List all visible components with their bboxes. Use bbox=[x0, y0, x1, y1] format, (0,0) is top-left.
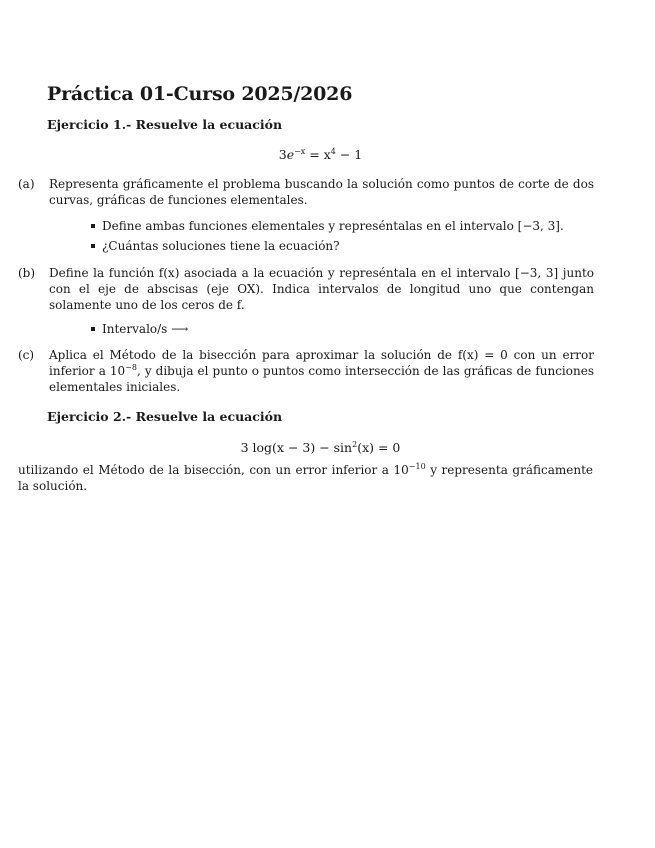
item-c bbox=[18, 347, 594, 395]
item-a-text: Representa gráficamente el problema buscando la solución como puntos de corte de dos curvas, gráficas de funciones elementales. bbox=[49, 177, 594, 207]
item-c-text-pre: Aplica el Método de la bisección para aproximar la solución de f(x) = 0 con un error inferior a 10 bbox=[49, 348, 594, 378]
bullet-marker bbox=[91, 224, 95, 228]
equation-lhs-coef: 3 bbox=[278, 147, 287, 162]
exercise-2-text-pre: utilizando el Método de la bisección, con un error inferior a 10 bbox=[18, 463, 409, 477]
item-a-label: (a) bbox=[18, 177, 35, 191]
exercise-2-equation bbox=[47, 440, 594, 455]
bullet-marker bbox=[91, 244, 95, 248]
item-b-bullet-1-text: Intervalo/s ⟶ bbox=[102, 322, 189, 336]
item-c-text-post: , y dibuja el punto o puntos como intersección de las gráficas de funciones elementales iniciales. bbox=[49, 364, 594, 394]
item-a-bullet-2 bbox=[91, 238, 571, 254]
item-c-exponent: −8 bbox=[125, 363, 137, 372]
exercise-1-equation bbox=[47, 147, 594, 162]
item-a-bullet-1 bbox=[91, 218, 571, 234]
equation-rhs-exponent: 4 bbox=[330, 147, 336, 156]
item-a-bullet-2-text: ¿Cuántas soluciones tiene la ecuación? bbox=[102, 239, 340, 253]
exercise-1-heading: Ejercicio 1.- Resuelve la ecuación bbox=[47, 117, 283, 132]
exercise-2-heading: Ejercicio 2.- Resuelve la ecuación bbox=[47, 409, 283, 424]
item-c-label: (c) bbox=[18, 348, 35, 362]
equation-2-pre: 3 log(x − 3) − sin bbox=[240, 440, 353, 455]
exercise-2-exponent: −10 bbox=[408, 462, 426, 471]
equation-rhs: = x bbox=[309, 147, 331, 162]
item-b bbox=[18, 265, 594, 313]
item-b-bullet-1 bbox=[91, 321, 571, 337]
equation-2-post: (x) = 0 bbox=[357, 440, 401, 455]
equation-2-exponent: 2 bbox=[352, 440, 358, 449]
page-title: Práctica 01-Curso 2025/2026 bbox=[47, 83, 353, 105]
exercise-2-text-post: y representa gráficamente la solución. bbox=[18, 463, 593, 493]
bullet-marker bbox=[91, 327, 95, 331]
equation-lhs-exponent: −x bbox=[294, 147, 306, 156]
equation-rhs-tail: − 1 bbox=[335, 147, 363, 162]
item-b-text: Define la función f(x) asociada a la ecuación y represéntala en el intervalo [−3, 3] junto con el eje de abscisas (eje OX). Indica intervalos de longitud uno que contengan solamente uno de los ceros de f. bbox=[49, 266, 594, 312]
item-a bbox=[18, 176, 594, 208]
exercise-2-text bbox=[18, 462, 593, 494]
item-b-label: (b) bbox=[18, 266, 36, 280]
item-c-text bbox=[49, 347, 594, 395]
equation-lhs-base: e bbox=[286, 147, 295, 162]
item-a-bullet-1-text: Define ambas funciones elementales y represéntalas en el intervalo [−3, 3]. bbox=[102, 219, 564, 233]
